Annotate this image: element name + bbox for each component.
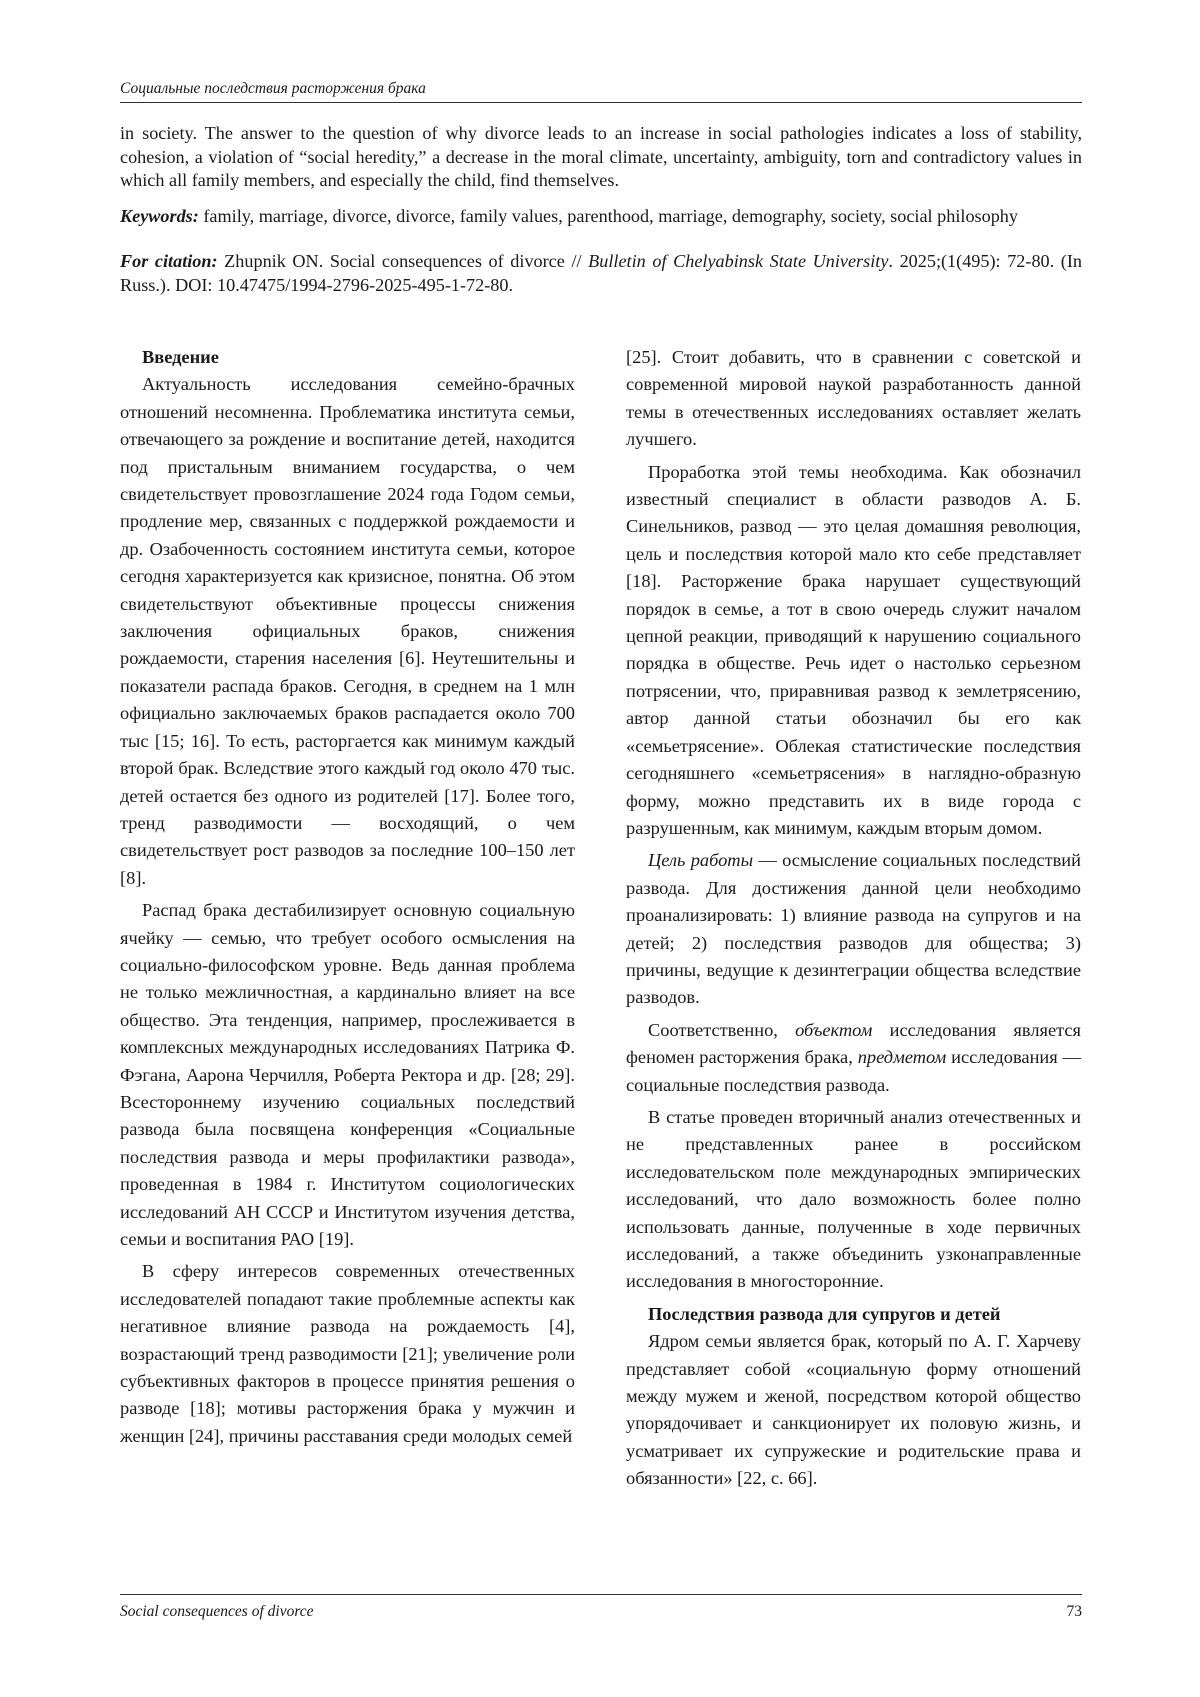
citation bbox=[120, 250, 1082, 297]
keywords bbox=[120, 205, 1082, 229]
text-fragment: Соответственно, bbox=[648, 1019, 796, 1040]
paragraph-object-subject bbox=[626, 1017, 1081, 1099]
right-column bbox=[626, 344, 1081, 1498]
abstract-block bbox=[120, 122, 1082, 309]
text-fragment: исследования — социальные последствия развода. bbox=[626, 1047, 1081, 1095]
citation-text-before: Zhupnik ON. Social consequences of divorce // bbox=[217, 251, 589, 271]
paragraph: [25]. Стоит добавить, что в сравнении с советской и современной мировой наукой разработанность данной темы в отечественных исследованиях оставляет желать лучшего. bbox=[626, 347, 1081, 450]
subject-term: предметом bbox=[857, 1047, 947, 1068]
left-column bbox=[120, 344, 575, 1455]
paragraph: Проработка этой темы необходима. Как обозначил известный специалист в области разводов А. Б. Синельников, развод — это целая домашняя революция, цель и последствия которой мало кто себе представляет [18]. Расторжение брака нарушает существующий порядок в семье, а тот в свою очередь служит началом цепной реакции, приводящий к нарушению социального порядка в обществе. Речь идет о настолько серьезном потрясении, что, приравнивая развод к землетрясению, автор данной статьи обозначил бы его как «семьетрясение». Облекая статистические последствия сегодняшнего «семьетрясения» в наглядно-образную форму, можно представить их в виде города с разрушенным, как минимум, каждым вторым домом. bbox=[626, 461, 1081, 838]
page-number: 73 bbox=[1066, 1603, 1082, 1620]
goal-term: Цель работы bbox=[648, 850, 754, 871]
keywords-label: Keywords: bbox=[120, 205, 199, 226]
section-heading-introduction: Введение bbox=[142, 347, 219, 367]
running-foot bbox=[120, 1594, 1082, 1621]
object-term: объектом bbox=[795, 1019, 873, 1040]
goal-text: — осмысление социальных последствий развода. Для достижения данной цели необходимо проанализировать: 1) влияние развода на супругов и на детей; 2) последствия разводов для общества; 3) причины, ведущие к дезинтеграции общества вследствие разводов. bbox=[626, 850, 1081, 1008]
paragraph: В сферу интересов современных отечественных исследователей попадают такие проблемные аспекты как негативное влияние развода на рождаемость [4], возрастающий тренд разводимости [21]; увеличение роли субъективных факторов в процессе принятия решения о разводе [18]; мотивы расторжения брака у мужчин и женщин [24], причины расставания среди молодых семей bbox=[120, 1261, 575, 1446]
text-fragment: исследования является феномен расторжения брака, bbox=[626, 1019, 1082, 1068]
footer-title: Social consequences of divorce bbox=[120, 1603, 314, 1620]
citation-journal: Bulletin of Chelyabinsk State University bbox=[588, 251, 889, 271]
paragraph: В статье проведен вторичный анализ отечественных и не представленных ранее в российском исследовательском поле международных эмпирических исследований, что дало возможность более полно использовать данные, полученные в ходе первичных исследований, а также объединить узконаправленные исследования в многосторонние. bbox=[626, 1106, 1081, 1292]
running-head: Социальные последствия расторжения брака bbox=[120, 80, 1082, 103]
section-heading-consequences: Последствия развода для супругов и детей bbox=[648, 1303, 1001, 1324]
paragraph: Ядром семьи является брак, который по А. Г. Харчеву представляет собой «социальную форму отношений между мужем и женой, посредством которой общество упорядочивает и санкционирует их половую жизнь, и усматривает их супружеские и родительские права и обязанности» [22, с. 66]. bbox=[626, 1331, 1081, 1489]
keywords-text: family, marriage, divorce, divorce, family values, parenthood, marriage, demography, society, social philosophy bbox=[198, 205, 1018, 226]
paragraph: Распад брака дестабилизирует основную социальную ячейку — семью, что требует особого осмысления на социально-философском уровне. Ведь данная проблема не только межличностная, а кардинально влияет на все общество. Эта тенденция, например, прослеживается в комплексных международных исследованиях Патрика Ф. Фэгана, Аарона Черчилля, Роберта Ректора и др. [28; 29]. Всестороннему изучению социальных последствий развода была посвящена конференция «Социальные последствия развода и меры профилактики развода», проведенная в 1984 г. Институтом социологических исследований АН СССР и Институтом изучения детства, семьи и воспитания РАО [19]. bbox=[120, 900, 575, 1249]
paragraph: Актуальность исследования семейно-брачных отношений несомненна. Проблематика института семьи, отвечающего за рождение и воспитание детей, находится под пристальным вниманием государства, о чем свидетельствует провозглашение 2024 года Годом семьи, продление мер, связанных с поддержкой рождаемости и др. Озабоченность состоянием института семьи, которое сегодня характеризуется как кризисное, понятна. Об этом свидетельствуют объективные процессы снижения заключения официальных браков, снижения рождаемости, старения населения [6]. Неутешительны и показатели распада браков. Сегодня, в среднем на 1 млн официально заключаемых браков распадается около 700 тыс [15; 16]. То есть, расторгается как минимум каждый второй брак. Вследствие этого каждый год около 470 тыс. детей остается без одного из родителей [17]. Более того, тренд разводимости — восходящий, о чем свидетельствует рост разводов за последние 100–150 лет [8]. bbox=[120, 374, 575, 888]
citation-label: For citation: bbox=[120, 251, 218, 271]
citation-text-after: . 2025;(1(495): 72-80. (In Russ.). DOI: 10.47475/1994-2796-2025-495-1-72-80. bbox=[120, 251, 1083, 295]
paragraph-goal bbox=[626, 847, 1081, 1011]
abstract-continuation: in society. The answer to the question of why divorce leads to an increase in social pathologies indicates a loss of stability, cohesion, a violation of “social heredity,” a decrease in the moral climate, uncertainty, ambiguity, torn and contradictory values in which all family members, and especially the child, find themselves. bbox=[120, 123, 1082, 190]
